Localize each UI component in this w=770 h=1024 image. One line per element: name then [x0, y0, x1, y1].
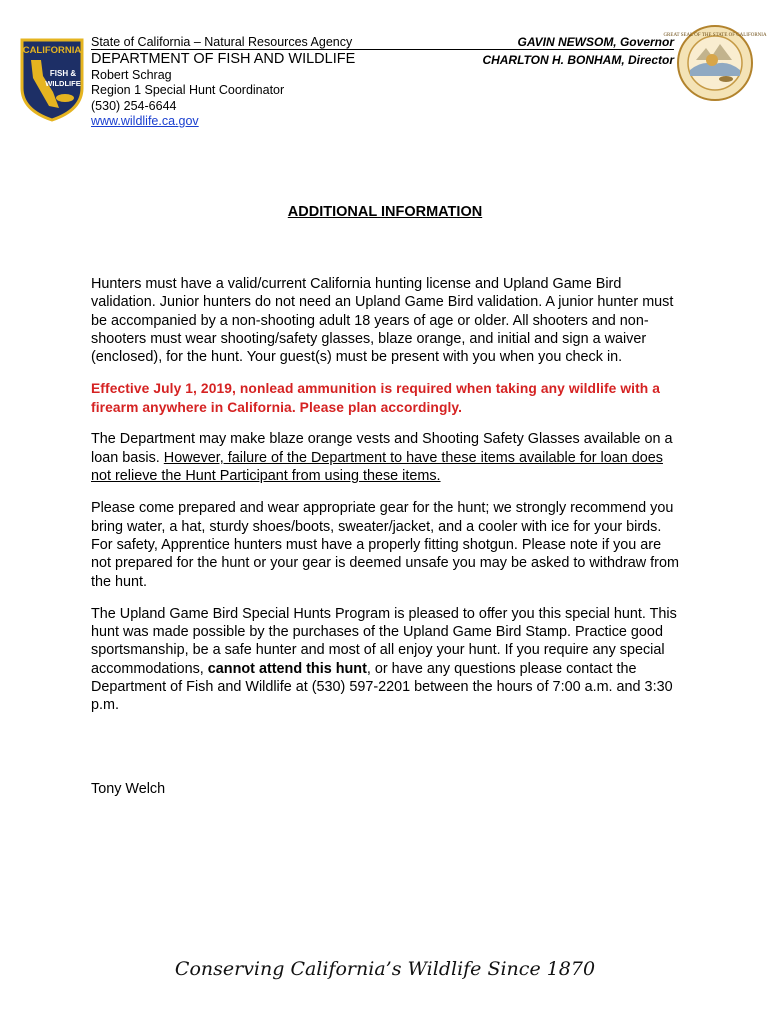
contact-name: Robert Schrag	[91, 67, 172, 82]
loan-text: The Department may make blaze orange vests and Shooting Safety Glasses available on a loan basis.	[91, 431, 673, 466]
letter-body	[91, 275, 681, 729]
department-name: DEPARTMENT OF FISH AND WILDLIFE	[91, 50, 356, 67]
paragraph-loan-gear	[91, 430, 681, 485]
contact-text: , or have any questions please contact the Department of Fish and Wildlife at (530) 597-2201 between the hours of 7:00 a.m. and 3:30 p.m.	[91, 660, 673, 714]
program-text: The Upland Game Bird Special Hunts Program is pleased to offer you this special hunt. This hunt was made possible by the purchases of the Upland Game Bird Stamp. Practice good sportsmanship, be a safe hunter and most of all enjoy your hunt. If you require any special accommodations,	[91, 605, 677, 677]
loan-disclaimer: However, failure of the Department to have these items available for loan does not relieve the Hunt Participant from using these items.	[91, 449, 663, 485]
contact-title: Region 1 Special Hunt Coordinator	[91, 83, 285, 97]
signature-name: Tony Welch	[91, 781, 166, 797]
contact-phone: (530) 254-6644	[91, 98, 177, 113]
cannot-attend-text: cannot attend this hunt	[207, 660, 367, 677]
state-seal-icon	[663, 24, 767, 102]
governor-name: GAVIN NEWSOM, Governor	[517, 35, 674, 49]
svg-text:FISH &: FISH &	[49, 69, 77, 78]
director-name: CHARLTON H. BONHAM, Director	[482, 52, 674, 67]
svg-text:WILDLIFE: WILDLIFE	[45, 79, 81, 88]
svg-text:GREAT SEAL OF THE STATE OF CAL: GREAT SEAL OF THE STATE OF CALIFORNIA	[663, 33, 767, 38]
paragraph-program	[91, 605, 681, 715]
website-link[interactable]: www.wildlife.ca.gov	[91, 114, 199, 128]
paragraph-preparation: Please come prepared and wear appropriate gear for the hunt; we strongly recommend you bring water, a hat, sturdy shoes/boots, sweater/jacket, and a cooler with ice for your birds. For safety, Apprentice hunters must have a properly fitting shotgun. Please note if you are not prepared for the hunt or your gear is deemed unsafe you may be asked to withdraw from the hunt.	[91, 500, 679, 590]
nonlead-notice: Effective July 1, 2019, nonlead ammunition is required when taking any wildlife with a firearm anywhere in California. Please plan accordingly.	[91, 381, 661, 415]
footer-tagline: Conserving California’s Wildlife Since 1870	[174, 958, 596, 980]
paragraph-license: Hunters must have a valid/current California hunting license and Upland Game Bird validation. Junior hunters do not need an Upland Game Bird validation. A junior hunter must be accompanied by a non-shooting adult 18 years of age or older. All shooters and non-shooters must wear shooting/safety glasses, blaze orange, and initial and sign a waiver (enclosed), for the hunt. Your guest(s) must be present with you when you check in.	[91, 276, 674, 366]
officials-block	[482, 35, 674, 68]
agency-name: State of California – Natural Resources Agency	[91, 35, 353, 49]
cdfw-logo-icon	[19, 36, 85, 122]
svg-text:CALIFORNIA: CALIFORNIA	[22, 45, 82, 56]
page-title: ADDITIONAL INFORMATION	[287, 204, 483, 220]
